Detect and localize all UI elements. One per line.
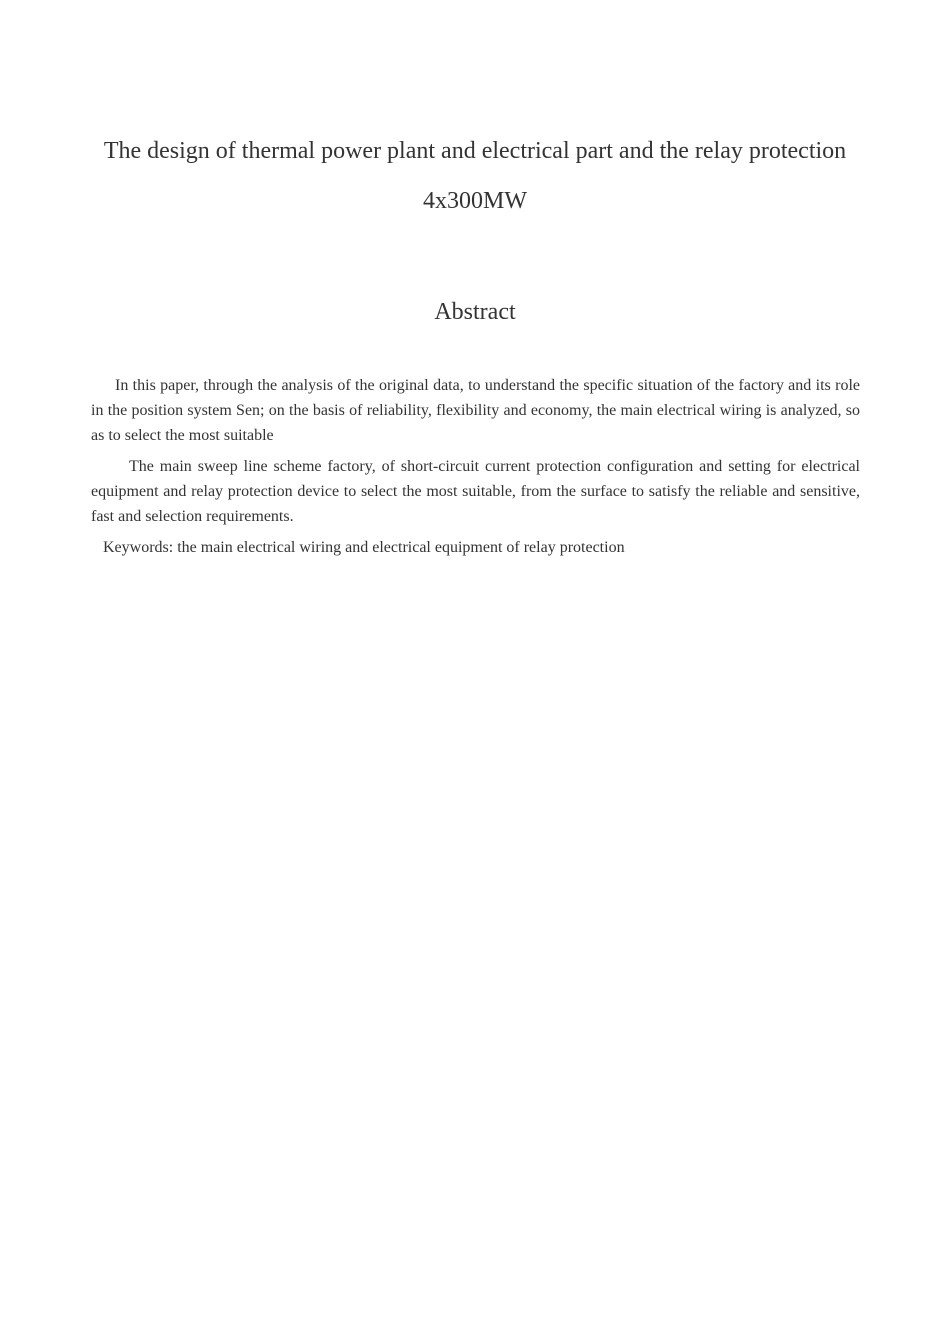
abstract-paragraph-1: In this paper, through the analysis of the original data, to understand the specific situation of the factory and its role in the position system Sen; on the basis of reliability, flexibility and economy, the main electrical wiring is analyzed, so as to select the most suitable: [91, 377, 860, 444]
keywords-line: Keywords: the main electrical wiring and electrical equipment of relay protection: [103, 539, 625, 556]
document-title-line-2: 4x300MW: [423, 188, 527, 214]
abstract-heading: Abstract: [434, 299, 516, 325]
abstract-paragraph-2: The main sweep line scheme factory, of short-circuit current protection configuration and setting for electrical equipment and relay protection device to select the most suitable, from the surface to satisfy the reliable and sensitive, fast and selection requirements.: [91, 458, 860, 525]
document-title-line-1: The design of thermal power plant and electrical part and the relay protection: [103, 138, 847, 164]
